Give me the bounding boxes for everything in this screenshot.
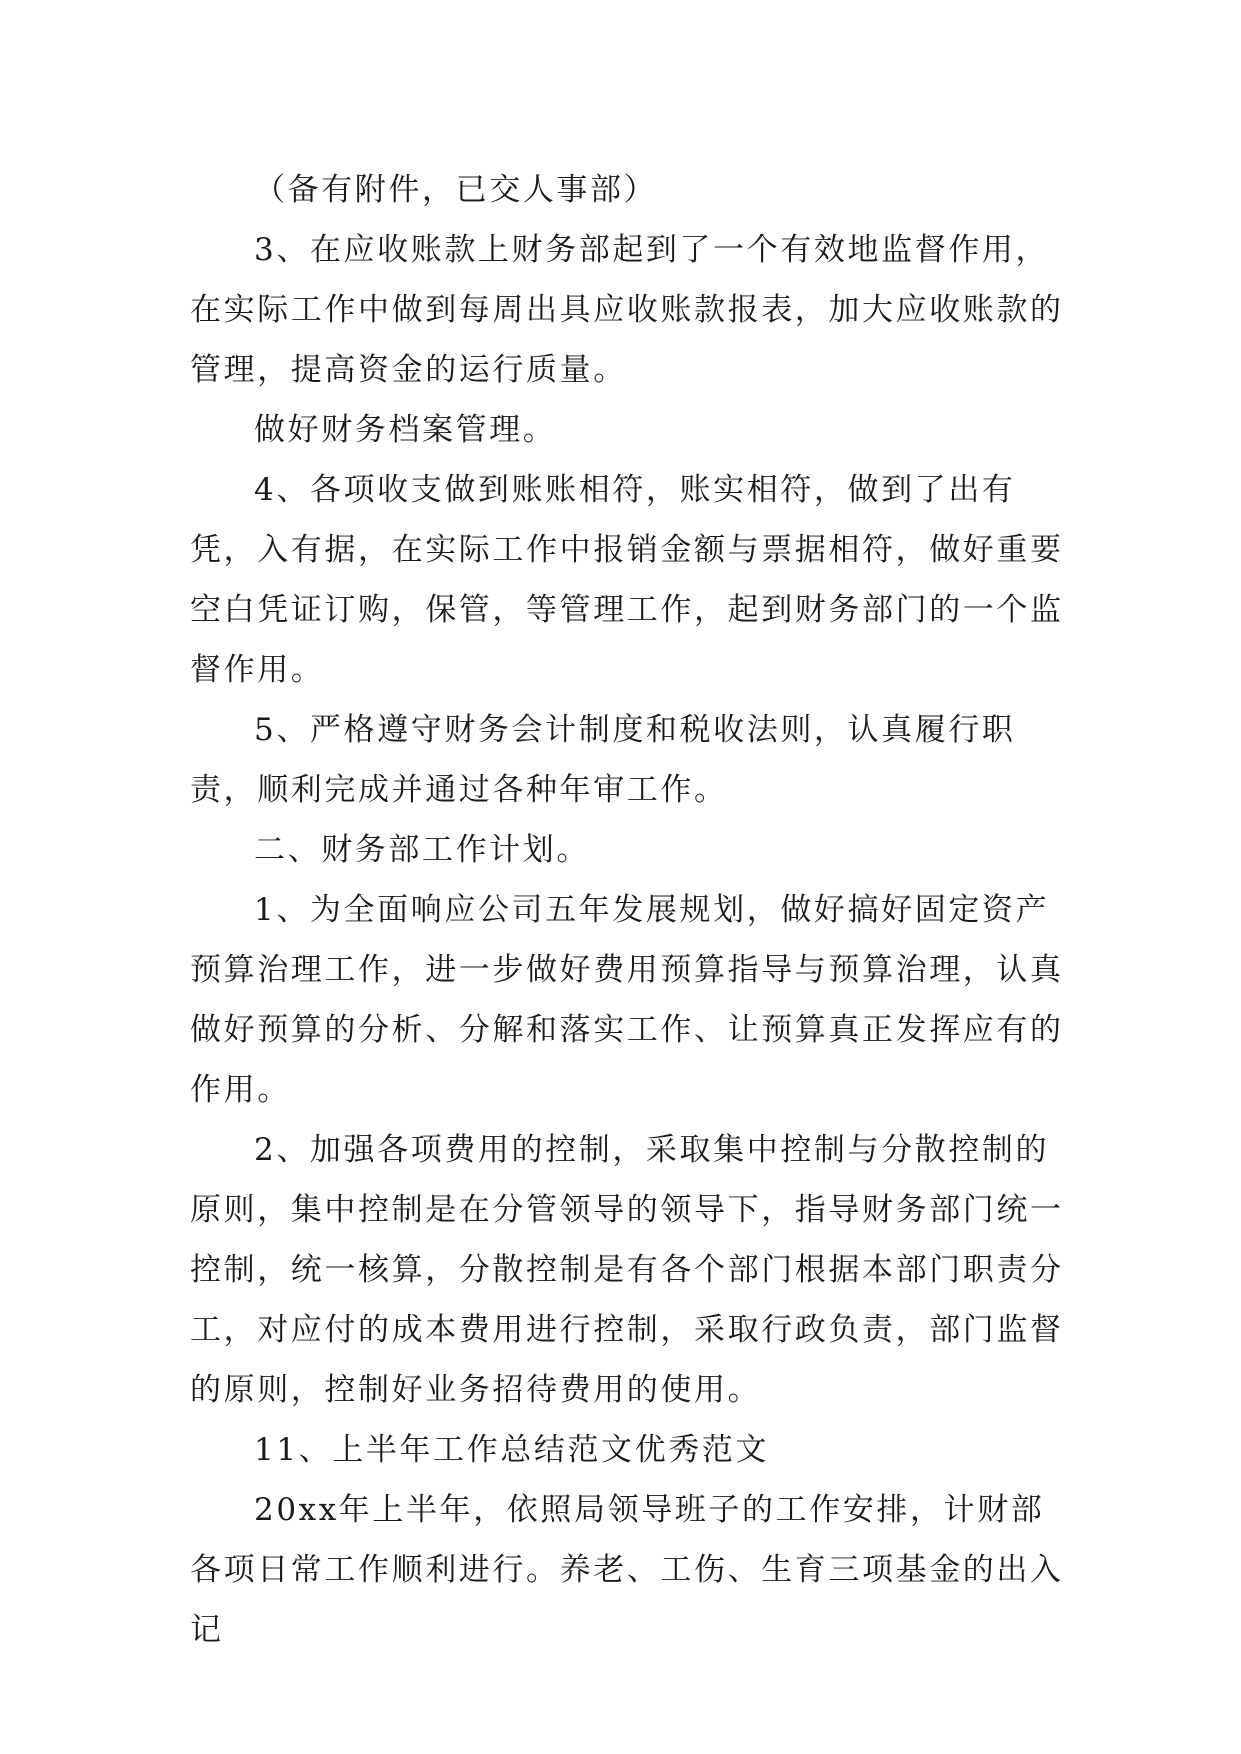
paragraph-attachment-note: （备有附件，已交人事部） <box>254 172 658 208</box>
paragraph-plan-item-1: 1、为全面响应公司五年发展规划，做好搞好固定资产预算治理工作，进一步做好费用预算指导与预算治理，认真做好预算的分析、分解和落实工作、让预算真正发挥应有的作用。 <box>190 892 1064 1108</box>
section-heading-summary-11: 11、上半年工作总结范文优秀范文 <box>254 1432 770 1468</box>
paragraph-plan-item-2: 2、加强各项费用的控制，采取集中控制与分散控制的原则，集中控制是在分管领导的领导下，指导财务部门统一控制，统一核算，分散控制是有各个部门根据本部门职责分工，对应付的成本费用进行控制，采取行政负责，部门监督的原则，控制好业务招待费用的使用。 <box>190 1132 1064 1408</box>
paragraph-summary-intro: 20xx年上半年，依照局领导班子的工作安排，计财部各项日常工作顺利进行。养老、工伤、生育三项基金的出入记 <box>190 1492 1064 1648</box>
document-body <box>190 160 1070 1660</box>
paragraph-archive-management: 做好财务档案管理。 <box>254 412 557 448</box>
paragraph-item-4: 4、各项收支做到账账相符，账实相符，做到了出有凭，入有据，在实际工作中报销金额与票据相符，做好重要空白凭证订购，保管，等管理工作，起到财务部门的一个监督作用。 <box>190 472 1064 688</box>
paragraph-item-5: 5、严格遵守财务会计制度和税收法则，认真履行职责，顺利完成并通过各种年审工作。 <box>190 712 1016 808</box>
paragraph-item-3: 3、在应收账款上财务部起到了一个有效地监督作用，在实际工作中做到每周出具应收账款报表，加大应收账款的管理，提高资金的运行质量。 <box>190 232 1064 388</box>
section-heading-work-plan: 二、财务部工作计划。 <box>254 832 590 868</box>
